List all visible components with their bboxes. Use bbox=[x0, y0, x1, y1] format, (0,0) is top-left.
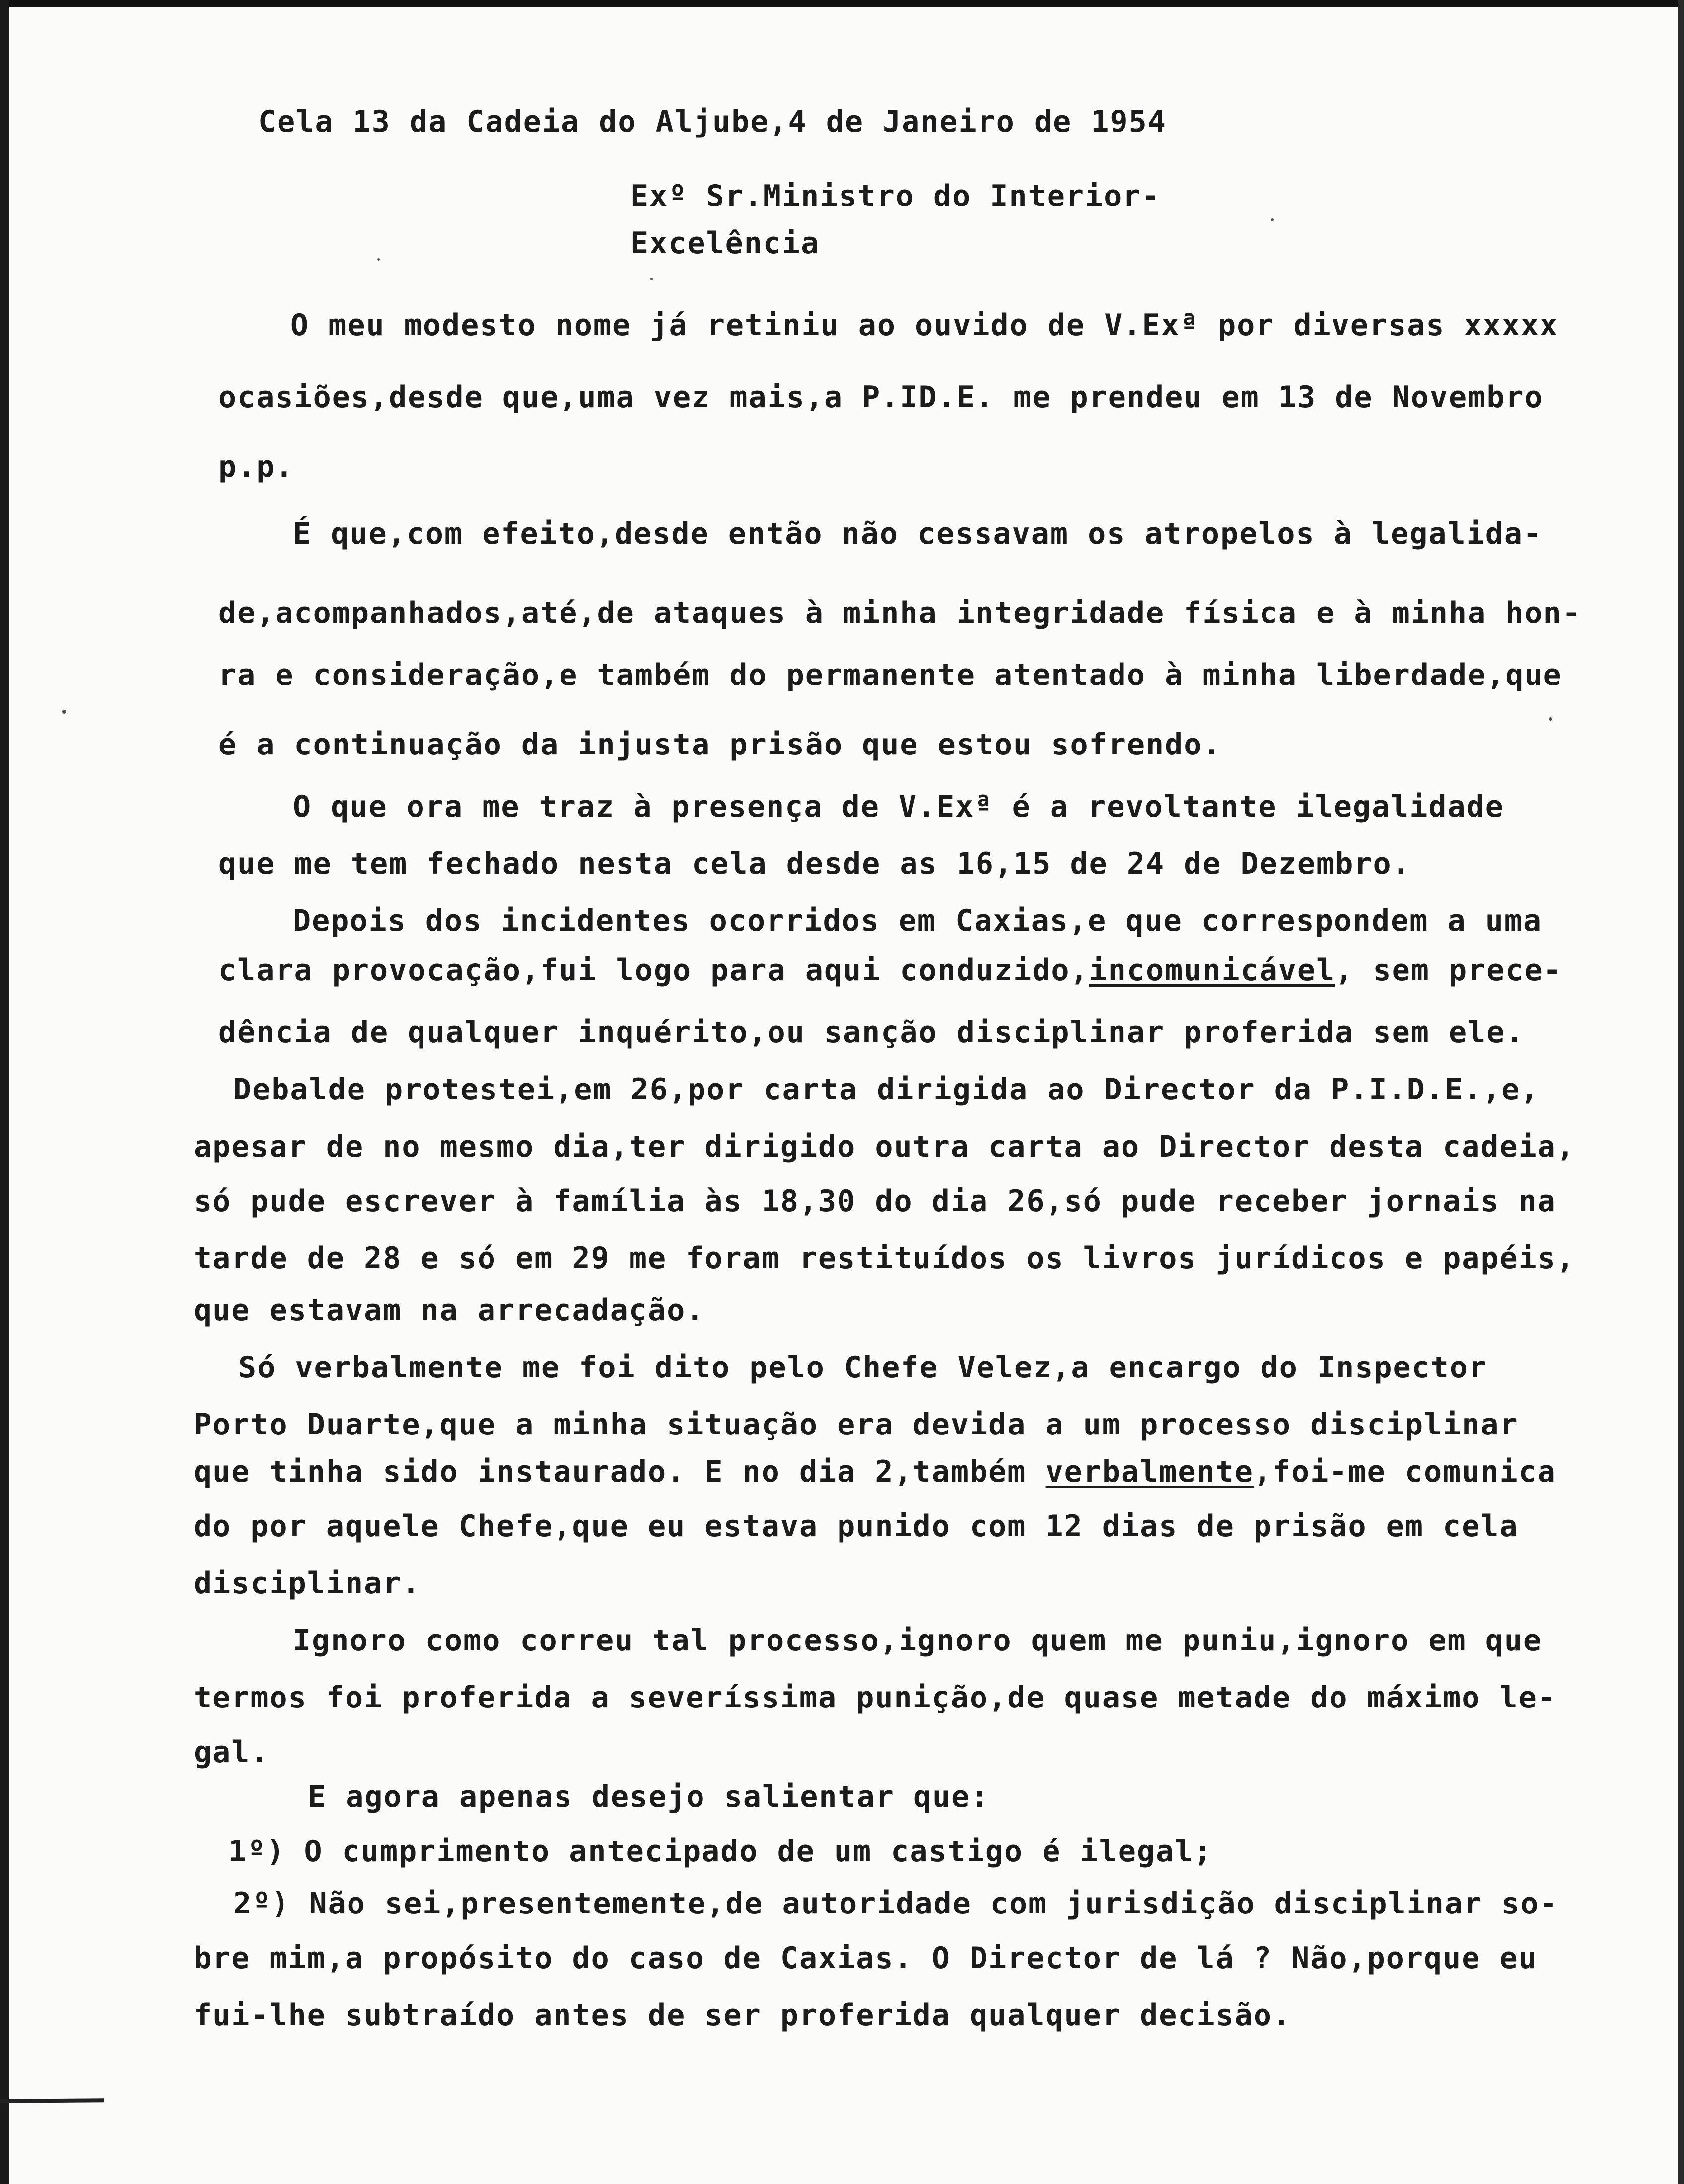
p2-line-4: é a continuação da injusta prisão que estou sofrendo. bbox=[218, 727, 1222, 762]
p5-line-1: Debalde protestei,em 26,por carta dirigida ao Director da P.I.D.E.,e, bbox=[233, 1072, 1540, 1107]
date-line: Cela 13 da Cadeia do Aljube,4 de Janeiro de 1954 bbox=[258, 104, 1167, 139]
p4-line-2-start: clara provocação,fui logo para aqui conduzido, bbox=[218, 953, 1089, 988]
p4-line-2-end: , sem prece- bbox=[1335, 953, 1562, 988]
item-2-line-2: bre mim,a propósito do caso de Caxias. O Director de lá ? Não,porque eu bbox=[194, 1941, 1538, 1976]
p6-line-3-end: ,foi-me comunica bbox=[1253, 1454, 1556, 1489]
scan-speck bbox=[1549, 717, 1552, 721]
item-2-line-3: fui-lhe subtraído antes de ser proferida qualquer decisão. bbox=[194, 1998, 1292, 2033]
p5-line-5: que estavam na arrecadação. bbox=[194, 1293, 705, 1328]
p4-line-1: Depois dos incidentes ocorridos em Caxias,e que correspondem a uma bbox=[293, 903, 1543, 938]
p6-line-3-start: que tinha sido instaurado. E no dia 2,também bbox=[194, 1454, 1046, 1489]
scan-speck bbox=[62, 710, 66, 714]
p4-line-2 bbox=[218, 953, 1562, 988]
addressee-line: Exº Sr.Ministro do Interior- bbox=[631, 179, 1161, 213]
p1-line-3: p.p. bbox=[218, 449, 294, 484]
underlined-verbalmente: verbalmente bbox=[1045, 1454, 1254, 1489]
p8-line: E agora apenas desejo salientar que: bbox=[308, 1779, 989, 1814]
scan-edge-left bbox=[0, 0, 9, 2184]
scan-speck bbox=[1271, 218, 1274, 221]
scan-edge-top bbox=[0, 0, 1684, 7]
scan-speck bbox=[650, 278, 653, 280]
p2-line-1: É que,com efeito,desde então não cessavam os atropelos à legalida- bbox=[293, 516, 1543, 551]
p7-line-2: termos foi proferida a severíssima punição,de quase metade do máximo le- bbox=[194, 1680, 1556, 1715]
p1-line-2: ocasiões,desde que,uma vez mais,a P.ID.E. me prendeu em 13 de Novembro bbox=[218, 380, 1544, 414]
scan-mark bbox=[0, 2098, 104, 2103]
item-2-line-1: 2º) Não sei,presentemente,de autoridade com jurisdição disciplinar so- bbox=[233, 1886, 1558, 1921]
p5-line-4: tarde de 28 e só em 29 me foram restituídos os livros jurídicos e papéis, bbox=[194, 1241, 1575, 1276]
p5-line-2: apesar de no mesmo dia,ter dirigido outra carta ao Director desta cadeia, bbox=[194, 1129, 1575, 1164]
underlined-incomunicavel: incomunicável bbox=[1089, 953, 1335, 988]
p6-line-2: Porto Duarte,que a minha situação era devida a um processo disciplinar bbox=[194, 1407, 1519, 1442]
p2-line-2: de,acompanhados,até,de ataques à minha integridade física e à minha hon- bbox=[218, 596, 1581, 630]
p3-line-1: O que ora me traz à presença de V.Exª é a revoltante ilegalidade bbox=[293, 789, 1504, 824]
scan-speck bbox=[377, 258, 380, 261]
p7-line-3: gal. bbox=[194, 1735, 270, 1770]
p5-line-3: só pude escrever à família às 18,30 do dia 26,só pude receber jornais na bbox=[194, 1184, 1556, 1219]
p4-line-3: dência de qualquer inquérito,ou sanção disciplinar proferida sem ele. bbox=[218, 1015, 1525, 1050]
p7-line-1: Ignoro como correu tal processo,ignoro quem me puniu,ignoro em que bbox=[293, 1623, 1543, 1658]
p2-line-3: ra e consideração,e também do permanente atentado à minha liberdade,que bbox=[218, 658, 1562, 692]
scan-edge-right bbox=[1678, 0, 1684, 2184]
p1-line-1: O meu modesto nome já retiniu ao ouvido de V.Exª por diversas xxxxx bbox=[290, 308, 1559, 342]
item-1-line: 1º) O cumprimento antecipado de um castigo é ilegal; bbox=[228, 1834, 1213, 1869]
p6-line-1: Só verbalmente me foi dito pelo Chefe Velez,a encargo do Inspector bbox=[238, 1350, 1488, 1385]
p6-line-4: do por aquele Chefe,que eu estava punido com 12 dias de prisão em cela bbox=[194, 1509, 1519, 1544]
p3-line-2: que me tem fechado nesta cela desde as 16,15 de 24 de Dezembro. bbox=[218, 846, 1411, 881]
salutation-line: Excelência bbox=[631, 226, 820, 261]
p6-line-5: disciplinar. bbox=[194, 1566, 421, 1601]
p6-line-3 bbox=[194, 1454, 1556, 1489]
